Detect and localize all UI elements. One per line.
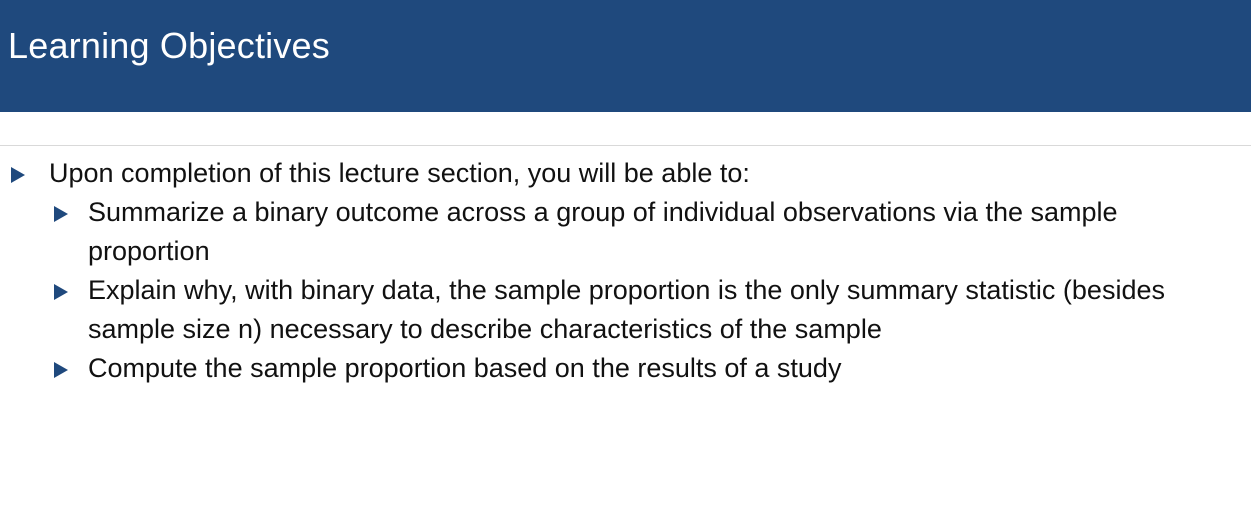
triangle-bullet-icon bbox=[54, 206, 68, 222]
bullet-main bbox=[0, 154, 1251, 193]
sub-bullet-text: Explain why, with binary data, the sample proportion is the only summary statistic (besides sample size n) necessary to describe characteristics of the sample bbox=[88, 275, 1165, 344]
bullet-main-text: Upon completion of this lecture section, you will be able to: bbox=[49, 158, 750, 188]
sub-bullet-text: Compute the sample proportion based on the results of a study bbox=[88, 353, 842, 383]
triangle-bullet-icon bbox=[54, 284, 68, 300]
sub-bullet-summarize bbox=[0, 193, 1251, 271]
sub-bullet-explain bbox=[0, 271, 1251, 349]
sub-bullet-text: Summarize a binary outcome across a group of individual observations via the sample proportion bbox=[88, 197, 1118, 266]
slide-title: Learning Objectives bbox=[8, 25, 330, 66]
triangle-bullet-icon bbox=[54, 362, 68, 378]
triangle-bullet-icon bbox=[11, 167, 25, 183]
sub-bullet-compute bbox=[0, 349, 1251, 388]
title-bar bbox=[0, 0, 1251, 112]
divider bbox=[0, 145, 1251, 146]
bullet-list bbox=[0, 154, 1251, 388]
